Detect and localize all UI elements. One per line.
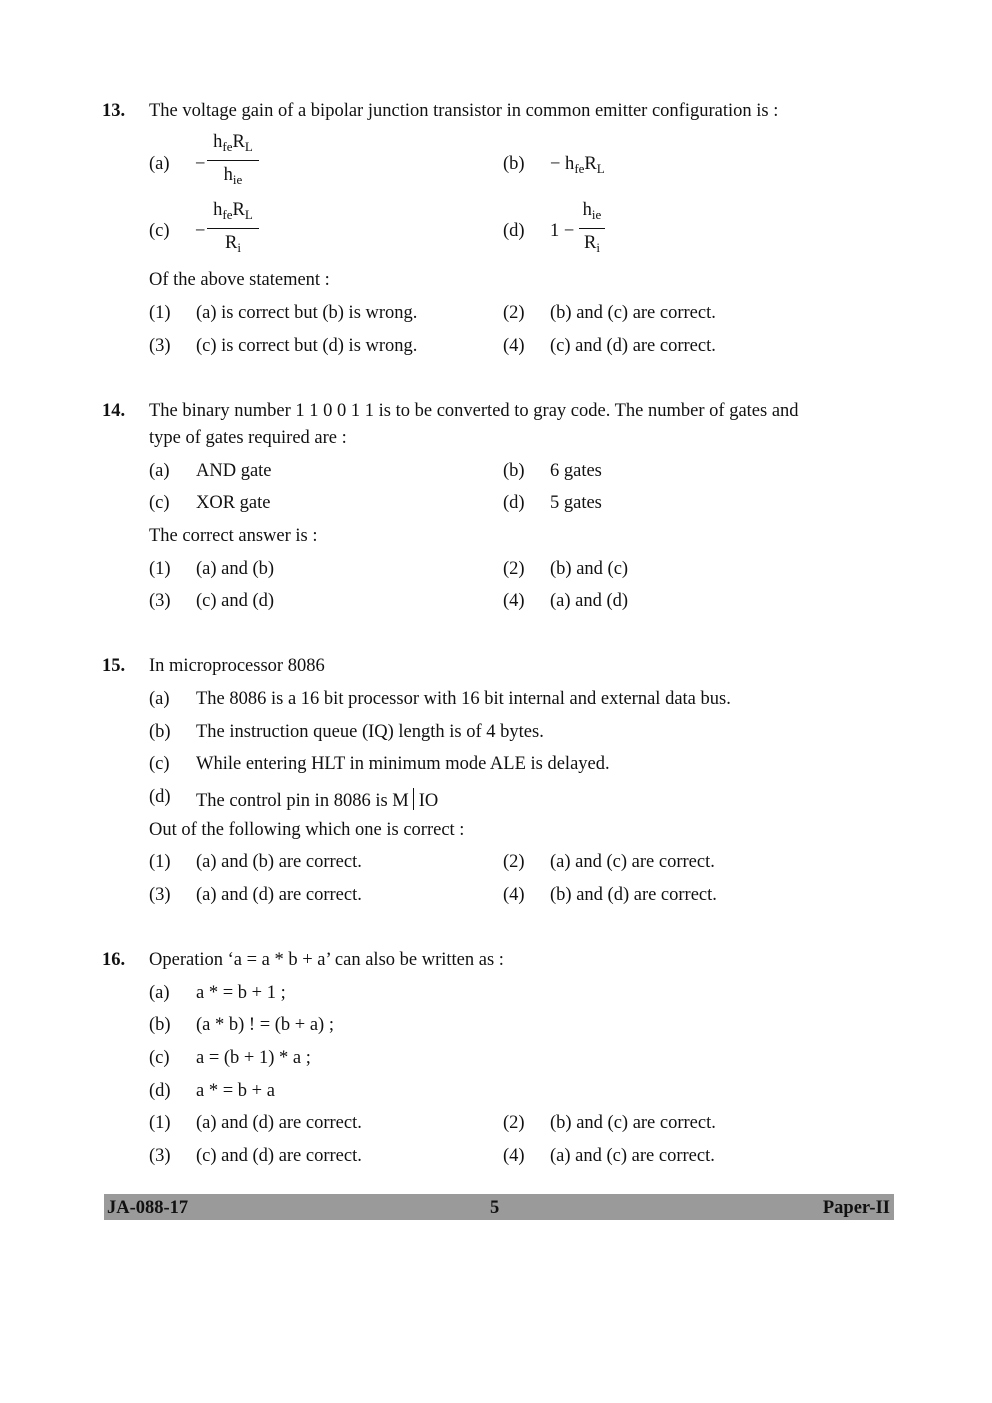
vertical-bar	[413, 788, 414, 810]
question-number: 15.	[102, 656, 126, 676]
numerator: $h_{fe}R_L$	[213, 132, 253, 154]
option-label: (a)	[149, 983, 170, 1003]
page-number: 5	[490, 1198, 500, 1218]
question-number: 13.	[102, 101, 126, 121]
answer-text: (b) and (d) are correct.	[550, 885, 717, 905]
page-footer	[104, 1194, 894, 1220]
option-label: (b)	[503, 154, 525, 174]
option-text: 6 gates	[550, 461, 602, 481]
answer-text: (b) and (c)	[550, 559, 629, 579]
option-label: (c)	[149, 493, 170, 513]
answer-label: (3)	[149, 591, 171, 611]
answer-label: (4)	[503, 1146, 525, 1166]
denominator: $R_i$	[584, 233, 600, 255]
option-expression: − $h_{fe}R_L$	[550, 154, 605, 176]
minus-sign: −	[195, 221, 206, 241]
option-text: 5 gates	[550, 493, 602, 513]
option-label: (c)	[149, 1048, 170, 1068]
option-label: (d)	[149, 787, 171, 807]
answer-label: (4)	[503, 591, 525, 611]
option-label: (b)	[503, 461, 525, 481]
answer-label: (1)	[149, 303, 171, 323]
answer-label: (1)	[149, 1113, 171, 1133]
option-label: (a)	[149, 154, 170, 174]
denominator: $R_i$	[225, 233, 241, 255]
answer-text: (b) and (c) are correct.	[550, 303, 716, 323]
option-text: (a * b) ! = (b + a) ;	[196, 1015, 334, 1035]
answer-label: (1)	[149, 852, 171, 872]
option-label: (c)	[149, 754, 170, 774]
answer-text: (a) and (d) are correct.	[196, 885, 362, 905]
answer-label: (4)	[503, 885, 525, 905]
option-label: (b)	[149, 1015, 171, 1035]
numerator: $h_{fe}R_L$	[213, 200, 253, 222]
answer-text: (a) and (d)	[550, 591, 629, 611]
answer-text: (a) and (c) are correct.	[550, 1146, 715, 1166]
option-text: The instruction queue (IQ) length is of 4 bytes.	[196, 722, 544, 742]
option-text: XOR gate	[196, 493, 271, 513]
answer-text: (c) and (d) are correct.	[550, 336, 716, 356]
answer-text: (a) and (b)	[196, 559, 275, 579]
question-stem: The voltage gain of a bipolar junction transistor in common emitter configuration is :	[149, 101, 779, 121]
question-stem-continued: type of gates required are :	[149, 428, 347, 448]
answer-text: (a) is correct but (b) is wrong.	[196, 303, 418, 323]
option-text: The 8086 is a 16 bit processor with 16 bit internal and external data bus.	[196, 689, 731, 709]
question-number: 14.	[102, 401, 126, 421]
option-text: AND gate	[196, 461, 272, 481]
question-prompt: The correct answer is :	[149, 526, 318, 546]
answer-label: (3)	[149, 336, 171, 356]
answer-label: (2)	[503, 303, 525, 323]
answer-label: (3)	[149, 885, 171, 905]
answer-label: (2)	[503, 1113, 525, 1133]
question-prompt: Out of the following which one is correct :	[149, 820, 465, 840]
fraction-bar	[207, 228, 259, 229]
question-prompt: Of the above statement :	[149, 270, 330, 290]
answer-label: (4)	[503, 336, 525, 356]
option-label: (d)	[149, 1081, 171, 1101]
option-prefix: 1 −	[550, 221, 575, 241]
fraction-bar	[579, 228, 605, 229]
minus-sign: −	[195, 154, 206, 174]
option-text: a * = b + a	[196, 1081, 275, 1101]
answer-label: (2)	[503, 559, 525, 579]
answer-label: (3)	[149, 1146, 171, 1166]
answer-text: (c) and (d) are correct.	[196, 1146, 362, 1166]
option-text: a = (b + 1) * a ;	[196, 1048, 311, 1068]
answer-text: (b) and (c) are correct.	[550, 1113, 716, 1133]
answer-text: (a) and (d) are correct.	[196, 1113, 362, 1133]
answer-label: (2)	[503, 852, 525, 872]
answer-label: (1)	[149, 559, 171, 579]
option-label: (d)	[503, 493, 525, 513]
question-stem: In microprocessor 8086	[149, 656, 325, 676]
option-text: The control pin in 8086 is M IO	[196, 788, 438, 811]
answer-text: (a) and (c) are correct.	[550, 852, 715, 872]
option-label: (b)	[149, 722, 171, 742]
exam-code: JA-088-17	[107, 1198, 189, 1218]
denominator: $h_{ie}$	[223, 165, 243, 187]
question-stem: Operation ‘a = a * b + a’ can also be written as :	[149, 950, 504, 970]
option-label: (a)	[149, 461, 170, 481]
question-number: 16.	[102, 950, 126, 970]
option-label: (d)	[503, 221, 525, 241]
paper-label: Paper-II	[822, 1198, 890, 1218]
answer-text: (c) and (d)	[196, 591, 275, 611]
answer-text: (c) is correct but (d) is wrong.	[196, 336, 418, 356]
option-text: While entering HLT in minimum mode ALE is delayed.	[196, 754, 610, 774]
numerator: $h_{ie}$	[582, 200, 602, 222]
option-label: (a)	[149, 689, 170, 709]
option-text: a * = b + 1 ;	[196, 983, 286, 1003]
answer-text: (a) and (b) are correct.	[196, 852, 362, 872]
option-label: (c)	[149, 221, 170, 241]
fraction-bar	[207, 160, 259, 161]
question-stem: The binary number 1 1 0 0 1 1 is to be converted to gray code. The number of gates and	[149, 401, 799, 421]
